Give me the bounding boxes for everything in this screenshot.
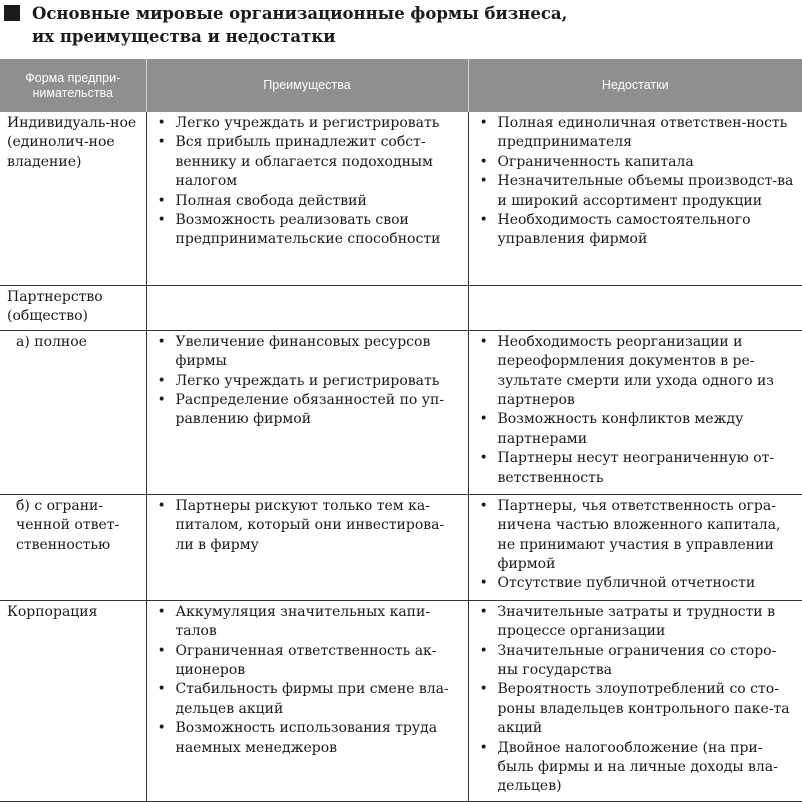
- advantages-cell: [146, 494, 468, 600]
- disadvantages-list: [476, 333, 797, 488]
- disadvantages-list: [476, 114, 797, 250]
- table-row-full-partnership: [0, 330, 802, 494]
- advantages-cell: [146, 600, 468, 801]
- list-item: • Возможность реализовать свои предпринимательские способности: [154, 211, 462, 250]
- table-row-limited-partnership: [0, 494, 802, 600]
- list-item: • Полная свобода действий: [154, 192, 462, 211]
- advantages-list: [154, 114, 462, 250]
- list-item: • Необходимость самостоятельного управления фирмой: [476, 211, 797, 250]
- business-forms-table: [0, 59, 802, 802]
- list-item: • Полная единоличная ответствен-ность предпринимателя: [476, 114, 797, 153]
- advantages-list: [154, 333, 462, 430]
- list-item: • Стабильность фирмы при смене вла-дельцев акций: [154, 680, 462, 719]
- advantages-cell: [146, 286, 468, 331]
- form-cell: Партнерство (общество): [0, 286, 146, 331]
- list-item: • Партнеры, чья ответственность огра-ничена частью вложенного капитала, не принимают участия в управлении фирмой: [476, 497, 797, 575]
- advantages-list: [154, 603, 462, 758]
- title-text: [32, 2, 567, 48]
- form-cell: б) с ограни-ченной ответ-ственностью: [0, 494, 146, 600]
- advantages-cell: [146, 330, 468, 494]
- advantages-list: [154, 497, 462, 555]
- list-item: • Двойное налогообложение (на при-быль фирмы и на личные доходы вла-дельцев): [476, 739, 797, 797]
- title-line-2: их преимущества и недостатки: [32, 27, 336, 46]
- table-header-row: [0, 59, 802, 112]
- form-cell: Корпорация: [0, 600, 146, 801]
- form-cell: Индивидуаль-ное (единолич-ное владение): [0, 112, 146, 286]
- disadvantages-cell: [468, 330, 802, 494]
- title-line: [4, 2, 794, 48]
- list-item: • Распределение обязанностей по уп-равлению фирмой: [154, 391, 462, 430]
- list-item: • Партнеры рискуют только тем ка-питалом, который они инвестирова-ли в фирму: [154, 497, 462, 555]
- title-square-marker: [4, 5, 20, 21]
- list-item: • Возможность конфликтов между партнерами: [476, 410, 797, 449]
- header-disadvantages: Недостатки: [468, 59, 802, 112]
- list-item: • Отсутствие публичной отчетности: [476, 574, 797, 593]
- disadvantages-cell: [468, 112, 802, 286]
- list-item: • Значительные ограничения со сторо-ны государства: [476, 642, 797, 681]
- document-title: [4, 2, 794, 48]
- table-row-corporation: [0, 600, 802, 801]
- table-row-individual: [0, 112, 802, 286]
- list-item: • Возможность использования труда наемных менеджеров: [154, 719, 462, 758]
- table-row-partnership: [0, 286, 802, 331]
- header-advantages: Преимущества: [146, 59, 468, 112]
- form-cell: а) полное: [0, 330, 146, 494]
- list-item: • Легко учреждать и регистрировать: [154, 114, 462, 133]
- list-item: • Партнеры несут неограниченную от-ветственность: [476, 449, 797, 488]
- list-item: • Аккумуляция значительных капи-талов: [154, 603, 462, 642]
- disadvantages-list: [476, 497, 797, 594]
- list-item: • Ограниченность капитала: [476, 153, 797, 172]
- list-item: • Увеличение финансовых ресурсов фирмы: [154, 333, 462, 372]
- list-item: • Необходимость реорганизации и переоформления документов в ре-зультате смерти или ухода одного из партнеров: [476, 333, 797, 411]
- disadvantages-cell: [468, 494, 802, 600]
- header-form: Форма предпри-нимательства: [0, 59, 146, 112]
- disadvantages-cell: [468, 286, 802, 331]
- list-item: • Значительные затраты и трудности в процессе организации: [476, 603, 797, 642]
- title-line-1: Основные мировые организационные формы бизнеса,: [32, 4, 568, 23]
- disadvantages-cell: [468, 600, 802, 801]
- list-item: • Легко учреждать и регистрировать: [154, 372, 462, 391]
- list-item: • Вероятность злоупотреблений со сто-роны владельцев контрольного паке-та акций: [476, 680, 797, 738]
- list-item: • Ограниченная ответственность ак-ционеров: [154, 642, 462, 681]
- advantages-cell: [146, 112, 468, 286]
- list-item: • Вся прибыль принадлежит собст-веннику и облагается подоходным налогом: [154, 133, 462, 191]
- list-item: • Незначительные объемы производст-ва и широкий ассортимент продукции: [476, 172, 797, 211]
